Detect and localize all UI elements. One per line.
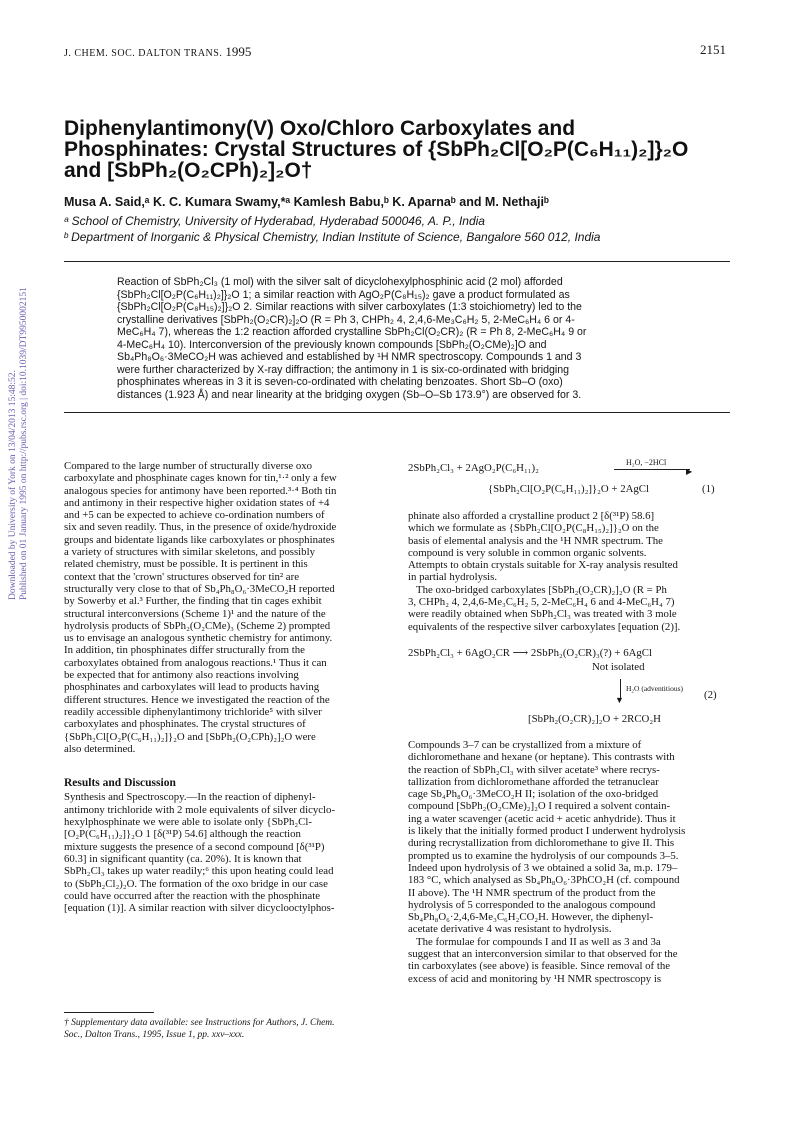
body-line: ing a water scavenger (acetic acid + acetic anhydride). Thus it bbox=[408, 812, 676, 825]
abstract-line: Reaction of SbPh₂Cl₃ (1 mol) with the silver salt of dicyclohexylphosphinic acid (2 mol) afforded bbox=[117, 276, 563, 288]
body-line: 60.3] in significant quantity (ca. 20%). It is known that bbox=[64, 852, 302, 865]
body-line: Attempts to obtain crystals suitable for X-ray analysis resulted bbox=[408, 559, 678, 572]
body-line: carboxylates obtained from analogous reactions.¹ Thus it can bbox=[64, 656, 327, 669]
title-line-3: and [SbPh₂(O₂CPh)₂]₂O† bbox=[64, 159, 313, 182]
results-section bbox=[64, 791, 382, 914]
body-line: compound [SbPh₂(O₂CMe)₂]₂O I required a solvent contain- bbox=[408, 800, 671, 813]
equation-2-conditions: H₂O (adventitious) bbox=[626, 683, 683, 693]
body-line: compound is very soluble in common organic solvents. bbox=[408, 546, 647, 559]
affiliation-a: ᵃ School of Chemistry, University of Hyderabad, Hyderabad 500046, A. P., India bbox=[64, 214, 485, 228]
body-line: were readily obtained when SbPh₂Cl₃ was treated with 3 mole bbox=[408, 608, 677, 621]
body-line: groups and bidentate ligands like carboxylates or phosphinates bbox=[64, 533, 335, 546]
running-header bbox=[64, 44, 251, 60]
body-line: could have occurred after the reaction with the phosphinate bbox=[64, 889, 321, 902]
abstract-line: were further characterized by X-ray diffraction; the antimony in 1 is six-co-ordinated with bridging bbox=[117, 363, 570, 376]
abstract-line: 4-MeC₆H₄ 10). Interconversion of the previously known compounds [SbPh₂(O₂CMe)₂]O and bbox=[117, 338, 547, 351]
equation-1 bbox=[408, 456, 730, 500]
abstract-top-rule bbox=[64, 261, 730, 262]
body-line: phinate also afforded a crystalline product 2 [δ(³¹P) 58.6] bbox=[408, 510, 655, 522]
body-line: be expected that for antimony also reactions involving bbox=[64, 669, 299, 682]
body-line: different structures. Hence we investigated the reaction of the bbox=[64, 693, 330, 706]
title-line-2: Phosphinates: Crystal Structures of {SbPh₂Cl[O₂P(C₆H₁₁)₂]}₂O bbox=[64, 138, 689, 161]
body-line: related chemistry, must be possible. It is pertinent in this bbox=[64, 558, 308, 571]
footnote-line: † Supplementary data available: see Instructions for Authors, J. Chem. bbox=[64, 1018, 335, 1028]
abstract-line: {SbPh₂Cl[O₂P(C₈H₁₅)₂]}₂O 2. Similar reactions with silver carboxylates (1:3 stoichiometry) led to the bbox=[117, 301, 582, 313]
watermark-line-2: Published on 01 January 1995 on http://pubs.rsc.org | doi:10.1039/DT9950002151 bbox=[19, 287, 29, 600]
journal-year: 1995 bbox=[225, 44, 252, 59]
body-line: basis of elemental analysis and the ¹H NMR spectrum. The bbox=[408, 534, 663, 547]
body-line: II above). The ¹H NMR spectrum of the product from the bbox=[408, 886, 656, 899]
body-line: [O₂P(C₆H₁₁)₂]}₂O 1 [δ(³¹P) 54.6] although the reaction bbox=[64, 828, 301, 841]
body-line: analogous species for antimony have been reported.³·⁴ Both tin bbox=[64, 484, 337, 497]
body-line: Compounds 3–7 can be crystallized from a mixture of bbox=[408, 738, 642, 751]
body-line: hydrolysis of 5 corresponded to the analogous compound bbox=[408, 898, 656, 911]
watermark-line-1: Downloaded by University of York on 13/04/2013 15:48:52. bbox=[8, 370, 18, 600]
equation-1-number: (1) bbox=[702, 483, 715, 495]
body-line: during recrystallization from dichloromethane to give II. This bbox=[408, 837, 675, 850]
body-line: phosphinates and carboxylates will lead to products having bbox=[64, 681, 320, 694]
down-arrow-icon: ▼ bbox=[615, 694, 624, 705]
abstract-line: distances (1.923 Å) and near linearity at the bridging oxygen (Sb–O–Sb 173.9°) are observed for 3. bbox=[117, 388, 582, 401]
body-line: carboxylate and phosphinate cages known for tin,¹·² only a few bbox=[64, 472, 337, 485]
body-line: carboxylates and phosphinates. The crystal structures of bbox=[64, 718, 306, 731]
body-line: dichloromethane and hexane (or heptane). This contrasts with bbox=[408, 751, 675, 764]
body-line: The oxo-bridged carboxylates [SbPh₂(O₂CR)₂]₂O (R = Ph bbox=[416, 583, 667, 596]
body-line: and antimony in their respective higher oxidation states of +4 bbox=[64, 496, 330, 509]
affiliations bbox=[64, 213, 600, 245]
body-line: cage Sb₄Ph₈O₆·3MeCO₂H II; isolation of the oxo-bridged bbox=[408, 788, 659, 801]
body-line: tin carboxylates (see above) is feasible. Since removal of the bbox=[408, 960, 671, 973]
equation-1-reactants: 2SbPh₂Cl₃ + 2AgO₂P(C₆H₁₁)₂ bbox=[408, 462, 539, 474]
body-line: 3, CHPh₂ 4, 2,4,6-Me₃C₆H₂ 5, 2-MeC₆H₄ 6 and 4-MeC₆H₄ 7) bbox=[408, 596, 675, 609]
right-column bbox=[408, 456, 730, 985]
body-line: excess of acid and monitoring by ¹H NMR spectroscopy is bbox=[408, 972, 662, 985]
abstract-bottom-rule bbox=[64, 412, 730, 413]
body-line: structural interconversions (Scheme 1)¹ and the nature of the bbox=[64, 607, 326, 620]
paragraph bbox=[408, 739, 730, 936]
body-line: in partial hydrolysis. bbox=[408, 571, 498, 584]
abstract-line: MeC₆H₄ 7), whereas the 1:2 reaction afforded crystalline SbPh₂Cl(O₂CR)₂ (R = Ph 8, 2-MeC₆H₄ 9 or bbox=[117, 326, 587, 338]
footnote-rule bbox=[64, 1012, 154, 1013]
body-line: Indeed upon hydrolysis of 3 we obtained a solid 3a, m.p. 179– bbox=[408, 861, 678, 874]
body-line: suggest that an interconversion similar to that observed for the bbox=[408, 948, 678, 961]
body-line: hexylphosphinate we were able to isolate only {SbPh₂Cl- bbox=[64, 816, 312, 829]
equation-2-number: (2) bbox=[704, 688, 717, 701]
body-line: [equation (1)]. A similar reaction with silver dicyclooctylphos- bbox=[64, 902, 335, 915]
body-line: a variety of structures with similar skeletons, and possibly bbox=[64, 546, 315, 559]
equation-1-conditions: H₂O, −2HCl bbox=[626, 458, 667, 467]
body-line: In addition, tin phosphinates differ structurally from the bbox=[64, 644, 305, 657]
equation-2-reaction: 2SbPh₂Cl₃ + 6AgO₂CR ⟶ 2SbPh₂(O₂CR)₃(?) + 6AgCl bbox=[408, 646, 653, 659]
body-line: also determined. bbox=[64, 742, 136, 755]
abstract bbox=[117, 276, 675, 401]
left-column bbox=[64, 460, 382, 914]
body-line: which we formulate as {SbPh₂Cl[O₂P(C₈H₁₅)₂]}₂O on the bbox=[408, 522, 659, 535]
abstract-line: crystalline derivatives [SbPh₂(O₂CR)₂]₂O (R = Ph 3, CHPh₂ 4, 2,4,6-Me₃C₆H₂ 5, 2-MeC₆H₄ 6 or 4- bbox=[117, 313, 575, 326]
introduction bbox=[64, 460, 382, 755]
article-title bbox=[64, 118, 764, 181]
paragraph bbox=[408, 584, 730, 633]
equation-2 bbox=[408, 647, 730, 729]
body-line: acetate derivative 4 was resistant to hydrolysis. bbox=[408, 923, 612, 936]
footnote bbox=[64, 1018, 382, 1041]
body-line: 183 °C, which analysed as Sb₄Ph₈O₆·3PhCO₂H (cf. compound bbox=[408, 874, 680, 887]
abstract-line: Sb₄Ph₈O₆·3MeCO₂H was achieved and established by ¹H NMR spectroscopy. Compounds 1 and 3 bbox=[117, 351, 582, 363]
body-line: by Sowerby et al.³ Further, the finding that tin cages exhibit bbox=[64, 595, 322, 608]
body-line: structurally very close to that of Sb₄Ph₈O₆·3MeCO₂H reported bbox=[64, 582, 335, 595]
body-line: SbPh₂Cl₃ takes up water readily;⁶ this upon heating could lead bbox=[64, 865, 334, 878]
equation-2-products: [SbPh₂(O₂CR)₂]₂O + 2RCO₂H bbox=[528, 712, 661, 725]
footnote-line: Soc., Dalton Trans., 1995, Issue 1, pp. xxv–xxx. bbox=[64, 1029, 245, 1040]
body-line: Sb₄Ph₈O₆·2,4,6-Me₃C₆H₂CO₂H. However, the diphenyl- bbox=[408, 911, 654, 924]
journal-name: J. CHEM. SOC. DALTON TRANS. bbox=[64, 48, 223, 59]
body-line: Synthesis and Spectroscopy.—In the reaction of diphenyl- bbox=[64, 791, 316, 804]
body-line: six and seven readily. Thus, in the presence of oxide/hydroxide bbox=[64, 521, 337, 534]
section-heading: Results and Discussion bbox=[64, 777, 176, 790]
body-line: tallization from dichloromethane afforded the tetranuclear bbox=[408, 775, 659, 788]
abstract-line: phosphinates whereas in 3 it is seven-co-ordinated with chelating benzoates. Short Sb–O (oxo) bbox=[117, 376, 563, 388]
body-line: us to envisage an analogous synthetic chemistry for antimony. bbox=[64, 632, 333, 645]
arrow-head-icon: ▶ bbox=[686, 467, 693, 476]
body-line: antimony trichloride with 2 mole equivalents of silver dicyclo- bbox=[64, 803, 336, 816]
body-line: is likely that the initially formed product I underwent hydrolysis bbox=[408, 825, 686, 838]
affiliation-b: ᵇ Department of Inorganic & Physical Chemistry, Indian Institute of Science, Bangalore 560 012, India bbox=[64, 230, 601, 244]
title-line-1: Diphenylantimony(V) Oxo/Chloro Carboxylates and bbox=[64, 117, 576, 140]
body-line: the reaction of SbPh₂Cl₃ with silver acetate³ where recrys- bbox=[408, 763, 660, 776]
body-line: and +5 can be expected to achieve co-ordination numbers of bbox=[64, 509, 325, 522]
page-number: 2151 bbox=[700, 42, 726, 57]
body-line: mixture suggests the presence of a second compound [δ(³¹P) bbox=[64, 840, 325, 853]
body-line: to (SbPh₂Cl₂)₂O. The formation of the oxo bridge in our case bbox=[64, 877, 328, 890]
body-line: Compared to the large number of structurally diverse oxo bbox=[64, 460, 313, 472]
reaction-arrow bbox=[614, 462, 690, 470]
author-list: Musa A. Said,ᵃ K. C. Kumara Swamy,*ᵃ Kamlesh Babu,ᵇ K. Aparnaᵇ and M. Nethajiᵇ bbox=[64, 195, 549, 209]
body-line: The formulae for compounds I and II as well as 3 and 3a bbox=[416, 935, 661, 948]
equation-2-note: Not isolated bbox=[592, 660, 645, 673]
body-line: readily accessible diphenylantimony trichloride⁵ with silver bbox=[64, 705, 322, 718]
paragraph bbox=[408, 936, 730, 985]
body-line: {SbPh₂Cl[O₂P(C₆H₁₁)₂]}₂O and [SbPh₂(O₂CPh)₂]₂O were bbox=[64, 730, 316, 743]
body-line: prompted us to examine the hydrolysis of our compounds 3–5. bbox=[408, 849, 679, 862]
paragraph bbox=[408, 510, 730, 584]
body-line: context that the 'crown' structures observed for tin² are bbox=[64, 570, 299, 583]
equation-1-products: {SbPh₂Cl[O₂P(C₆H₁₁)₂]}₂O + 2AgCl bbox=[488, 483, 649, 495]
download-watermark bbox=[8, 287, 30, 600]
body-line: equivalents of the respective silver carboxylates [equation (2)]. bbox=[408, 620, 681, 633]
body-line: hydrolysis products of SbPh₂(O₂CMe)₃ (Scheme 2) prompted bbox=[64, 619, 331, 632]
abstract-line: {SbPh₂Cl[O₂P(C₆H₁₁)₂]}₂O 1; a similar reaction with AgO₂P(C₈H₁₅)₂ gave a product formulated as bbox=[117, 288, 570, 301]
